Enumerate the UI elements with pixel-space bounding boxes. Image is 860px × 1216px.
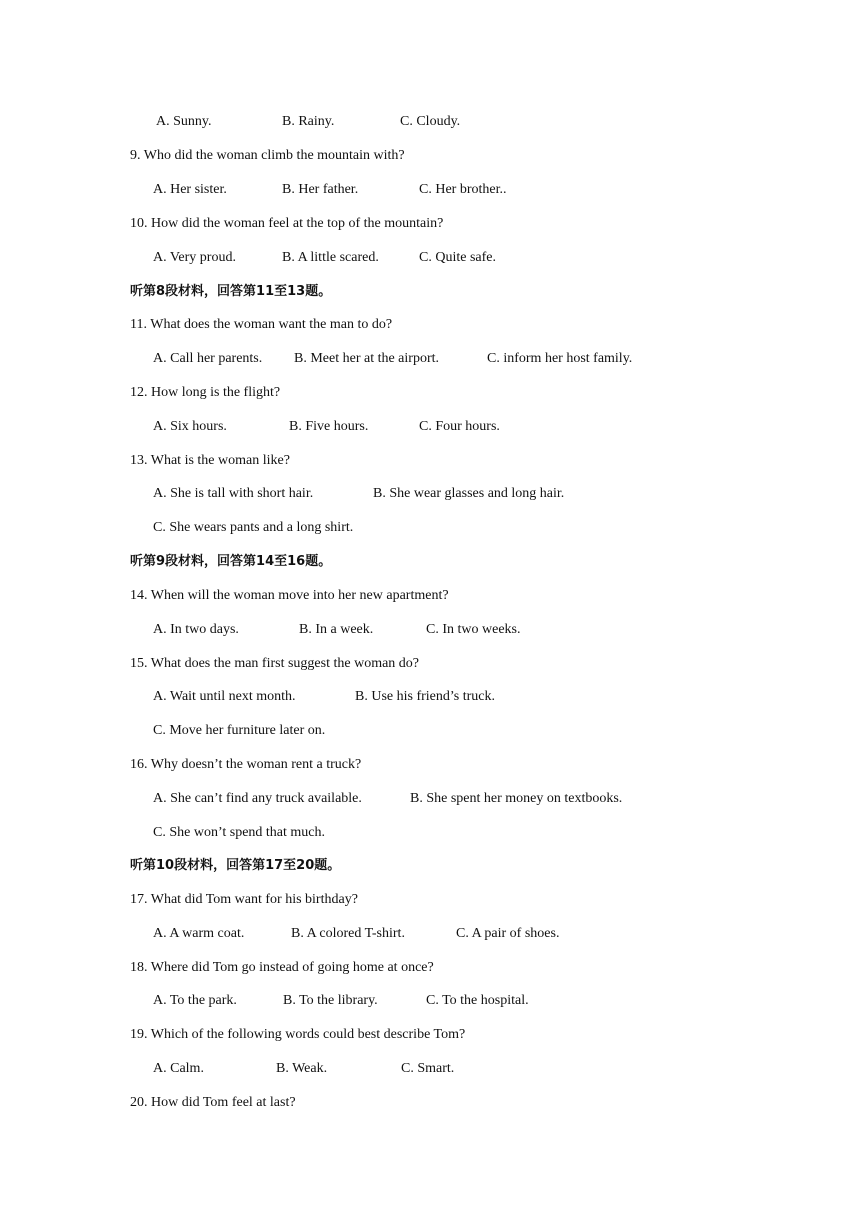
q10-option-a: A. Very proud. (153, 250, 236, 265)
question-9: 9. Who did the woman climb the mountain with? (130, 148, 405, 163)
q13-option-c: C. She wears pants and a long shirt. (153, 520, 354, 535)
q11-option-c: C. inform her host family. (487, 351, 633, 366)
q13-option-a: A. She is tall with short hair. (153, 486, 314, 501)
question-17: 17. What did Tom want for his birthday? (130, 892, 358, 907)
q15-option-a: A. Wait until next month. (153, 689, 296, 704)
q12-option-b: B. Five hours. (289, 419, 369, 434)
q15-option-c: C. Move her furniture later on. (153, 723, 326, 738)
q16-option-b: B. She spent her money on textbooks. (410, 791, 623, 806)
question-18: 18. Where did Tom go instead of going home at once? (130, 960, 434, 975)
q16-option-a: A. She can’t find any truck available. (153, 791, 362, 806)
q18-option-a: A. To the park. (153, 993, 237, 1008)
q10-option-c: C. Quite safe. (419, 250, 496, 265)
question-11: 11. What does the woman want the man to do? (130, 317, 393, 332)
q18-option-c: C. To the hospital. (426, 993, 529, 1008)
q8-option-b: B. Rainy. (282, 114, 335, 129)
q11-option-a: A. Call her parents. (153, 351, 263, 366)
section-8-heading: 听第8段材料，回答第11至13题。 (130, 284, 332, 299)
q14-option-c: C. In two weeks. (426, 622, 521, 637)
q15-option-b: B. Use his friend’s truck. (355, 689, 495, 704)
question-10: 10. How did the woman feel at the top of the mountain? (130, 216, 444, 231)
q17-option-c: C. A pair of shoes. (456, 926, 560, 941)
q17-option-a: A. A warm coat. (153, 926, 245, 941)
q11-option-b: B. Meet her at the airport. (294, 351, 440, 366)
q18-option-b: B. To the library. (283, 993, 378, 1008)
question-15: 15. What does the man first suggest the woman do? (130, 656, 420, 671)
q16-option-c: C. She won’t spend that much. (153, 825, 326, 840)
question-13: 13. What is the woman like? (130, 453, 290, 468)
q12-option-c: C. Four hours. (419, 419, 500, 434)
q19-option-a: A. Calm. (153, 1061, 204, 1076)
section-9-heading: 听第9段材料，回答第14至16题。 (130, 554, 332, 569)
q19-option-b: B. Weak. (276, 1061, 328, 1076)
q14-option-a: A. In two days. (153, 622, 239, 637)
question-12: 12. How long is the flight? (130, 385, 281, 400)
q8-option-a: A. Sunny. (156, 114, 212, 129)
q19-option-c: C. Smart. (401, 1061, 455, 1076)
question-16: 16. Why doesn’t the woman rent a truck? (130, 757, 362, 772)
q12-option-a: A. Six hours. (153, 419, 227, 434)
section-10-heading: 听第10段材料，回答第17至20题。 (130, 858, 341, 873)
q9-option-c: C. Her brother.. (419, 182, 507, 197)
q8-option-c: C. Cloudy. (400, 114, 461, 129)
q14-option-b: B. In a week. (299, 622, 374, 637)
q17-option-b: B. A colored T-shirt. (291, 926, 405, 941)
q9-option-a: A. Her sister. (153, 182, 227, 197)
question-20: 20. How did Tom feel at last? (130, 1095, 296, 1110)
q10-option-b: B. A little scared. (282, 250, 379, 265)
question-19: 19. Which of the following words could best describe Tom? (130, 1027, 466, 1042)
q13-option-b: B. She wear glasses and long hair. (373, 486, 565, 501)
question-14: 14. When will the woman move into her new apartment? (130, 588, 449, 603)
q9-option-b: B. Her father. (282, 182, 359, 197)
